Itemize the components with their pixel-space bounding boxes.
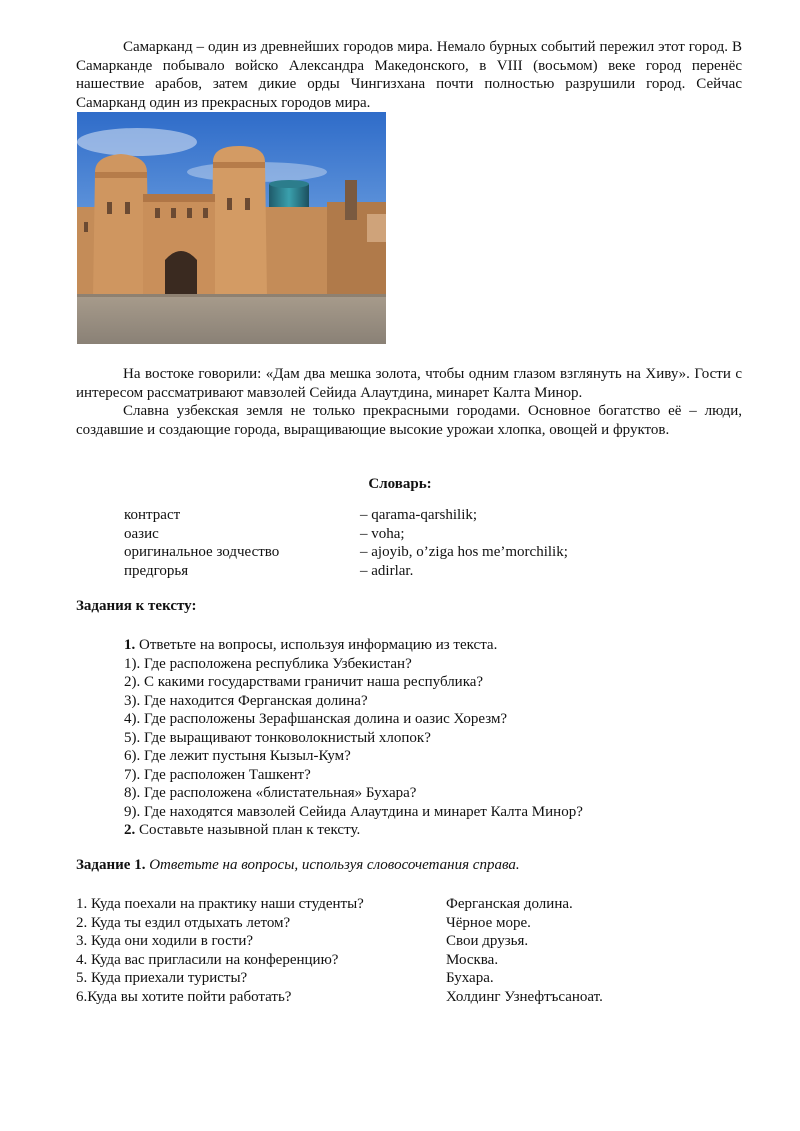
question-item: 3). Где находится Ферганская долина?	[124, 692, 368, 709]
paragraph-uzbek-land: Славна узбекская земля не только прекрасными городами. Основное богатство её – люди, создавшие и создающие города, выращивающие высокие урожаи хлопка, овощей и фруктов.	[76, 403, 742, 438]
exercise-instruction: Ответьте на вопросы, используя словосочетания справа.	[149, 857, 520, 873]
tasks-title: Задания к тексту:	[76, 598, 197, 614]
paragraph-samarkand: Самарканд – один из древнейших городов мира. Немало бурных событий пережил этот город. В Самарканде побывало войско Александра Македонского, в VIII (восьмом) веке город перенёс нашествие арабов, затем дикие орды Чингизхана почти полностью разрушили город. Сейчас Самарканд один из прекрасных городов мира.	[76, 39, 742, 111]
exercise-row	[76, 932, 756, 951]
question-item: 8). Где расположена «блистательная» Бухара?	[124, 785, 417, 801]
exercise-answer-hint: Свои друзья.	[446, 933, 529, 949]
khiva-photo	[77, 112, 386, 344]
question-item: 9). Где находятся мавзолей Сейида Алаутдина и минарет Калта Минор?	[124, 803, 583, 820]
task-number: 1.	[124, 637, 136, 653]
exercise-heading	[76, 857, 520, 874]
exercise-row	[76, 895, 756, 914]
question-item: 2). С какими государствами граничит наша республика?	[124, 674, 484, 690]
exercise-question: 6.Куда вы хотите пойти работать?	[76, 988, 292, 1005]
vocab-definition: – voha;	[360, 525, 405, 542]
vocab-definition: – ajoyib, o’ziga hos me’morchilik;	[360, 544, 568, 560]
question-item: 6). Где лежит пустыня Кызыл-Кум?	[124, 748, 351, 764]
exercise-question: 4. Куда вас пригласили на конференцию?	[76, 951, 339, 968]
paragraph-khiva: На востоке говорили: «Дам два мешка золота, чтобы одним глазом взглянуть на Хиву». Гости с интересом рассматривают мавзолей Сейида Алаутдина, минарет Калта Минор.	[76, 366, 742, 401]
exercise-question: 5. Куда приехали туристы?	[76, 970, 248, 986]
exercise-label: Задание 1.	[76, 857, 146, 873]
question-item: 7). Где расположен Ташкент?	[124, 766, 311, 783]
exercise-row	[76, 969, 756, 988]
exercise-answer-hint: Холдинг Узнефтъсаноат.	[446, 988, 603, 1005]
task-text: Составьте назывной план к тексту.	[135, 822, 361, 838]
vocab-term: предгорья	[124, 562, 189, 579]
task-text: Ответьте на вопросы, используя информацию из текста.	[135, 637, 498, 653]
exercise-answer-hint: Чёрное море.	[446, 914, 531, 931]
exercise-answer-hint: Ферганская долина.	[446, 896, 573, 912]
question-item: 4). Где расположены Зерафшанская долина и оазис Хорезм?	[124, 711, 508, 727]
task-item-1	[124, 636, 744, 655]
exercise-question: 3. Куда они ходили в гости?	[76, 933, 254, 949]
vocab-term: оригинальное зодчество	[124, 544, 280, 560]
exercise-row	[76, 988, 756, 1007]
task-list	[124, 636, 744, 840]
exercise-answer-hint: Бухара.	[446, 970, 494, 986]
vocab-term: контраст	[124, 507, 181, 523]
task-number: 2.	[124, 822, 136, 838]
vocab-definition: – adirlar.	[360, 562, 414, 579]
task-item-2	[124, 821, 744, 840]
question-item: 1). Где расположена республика Узбекистан?	[124, 655, 412, 672]
exercise-answer-hint: Москва.	[446, 951, 499, 968]
vocab-title: Словарь:	[368, 476, 432, 492]
exercise-row	[76, 951, 756, 970]
vocab-definition: – qarama-qarshilik;	[360, 507, 478, 523]
exercise-row	[76, 914, 756, 933]
question-item: 5). Где выращивают тонковолокнистый хлопок?	[124, 729, 431, 746]
exercise-question: 2. Куда ты ездил отдыхать летом?	[76, 914, 291, 931]
vocab-term: оазис	[124, 525, 159, 542]
exercise-question: 1. Куда поехали на практику наши студенты?	[76, 896, 364, 912]
